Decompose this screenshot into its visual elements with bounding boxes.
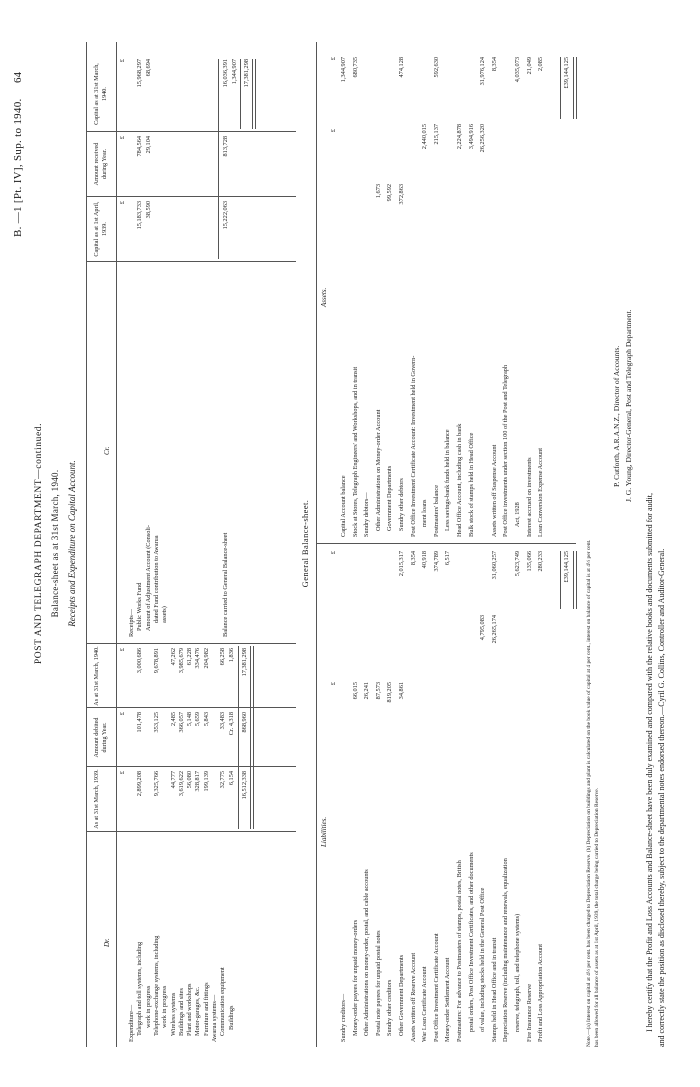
total-double-rule <box>252 59 256 129</box>
liability-label: reserve, telegraph, toll, and telephone systems) <box>514 913 521 1032</box>
col-rule <box>86 707 296 708</box>
dr-row-label: Plant and workshops <box>186 983 194 1036</box>
liability-col-a: 34,861 <box>398 682 405 700</box>
asset-label: Sundry debtors— <box>363 492 371 537</box>
dr-row-c3: 3,000,686 <box>136 648 144 674</box>
dr-row-label: Buildings <box>227 1005 235 1030</box>
dr-row-c1: 199,139 <box>202 771 210 792</box>
subtotal-rule <box>218 59 219 259</box>
pound-sign: £ <box>119 136 126 140</box>
dr-row-c1: 32,775 <box>219 771 227 789</box>
dr-row-label: Expenditure— <box>128 1004 135 1042</box>
subtotal-rule <box>238 646 239 829</box>
asset-label: Loan Conversion Expense Account <box>537 447 545 537</box>
liability-label: Profit and Loss Appropriation Account <box>537 944 545 1042</box>
total-double-rule <box>250 646 254 829</box>
dr-row-label: Furniture and fittings <box>202 982 210 1036</box>
asset-col-c: 21,049 <box>525 57 533 75</box>
dr-row-c1: 44,777 <box>169 771 177 789</box>
pound-sign: £ <box>119 648 126 652</box>
dr-row-c2: 33,483 <box>219 712 227 730</box>
cr-label: Cr. <box>103 446 111 455</box>
liability-col-b: 4,795,083 <box>479 615 487 641</box>
asset-col-b: 26,256,320 <box>479 124 487 153</box>
header-rule <box>116 42 117 1047</box>
table-top-rule <box>86 42 87 1047</box>
dr-row-c1: 328,817 <box>194 771 202 792</box>
cr-balance-c6: 16,036,391 <box>222 59 229 88</box>
subtotal-rule <box>240 59 241 129</box>
dr-row-c2: 5,148 <box>186 712 194 727</box>
signature-director-accounts: P. Cutforth, A.R.A.N.Z., Director of Accounts. <box>612 345 621 487</box>
asset-col-c: 592,630 <box>432 57 440 78</box>
liability-label: Sundry other creditors <box>386 979 394 1036</box>
dr-total-c1: 16,512,338 <box>241 771 248 800</box>
cr-row-label: assets) <box>161 606 169 623</box>
liability-col-c: 5,623,749 <box>514 551 521 577</box>
dr-row-label: Awarua systems— <box>211 994 218 1042</box>
asset-label: Post Office investments under section 100 of the Post and Telegraph <box>502 364 510 537</box>
col-head-5: Amount received during Year. <box>93 142 108 186</box>
dr-row-label: Communication equipment <box>219 967 227 1036</box>
asset-label: Less savings-bank funds held in balance <box>444 429 452 531</box>
asset-col-a: 1,673 <box>374 184 382 199</box>
dr-row-c1: 9,325,766 <box>152 771 160 797</box>
cr-row-c6: 15,968,297 <box>136 59 144 88</box>
liability-label: Money-order Settlement Account <box>444 957 452 1042</box>
title-department: POST AND TELEGRAPH DEPARTMENT—continued. <box>34 422 44 665</box>
dr-row-c1: 3,619,622 <box>177 771 185 797</box>
pound-sign: £ <box>119 771 126 775</box>
asset-col-c: 4,035,073 <box>514 57 521 83</box>
dr-row-label: work in progress <box>161 985 169 1028</box>
asset-label: Interest accrued on investments <box>525 457 533 537</box>
asset-col-c: 474,128 <box>398 57 405 78</box>
dr-row-c3: 204,982 <box>202 648 210 669</box>
asset-label: Capital Account balance <box>340 475 347 537</box>
asset-label: Assets written off Suspense Account <box>490 444 498 537</box>
liability-label: Fire Insurance Reserve <box>525 983 533 1042</box>
dr-row-label: work in progress <box>144 985 152 1028</box>
dr-total-c2: 868,960 <box>241 712 248 733</box>
assets-label: Assets. <box>320 287 328 307</box>
asset-col-b: 3,494,916 <box>467 124 475 150</box>
cr-row-c6: 68,694 <box>144 59 152 77</box>
liability-label: Other Government Departments <box>398 954 405 1036</box>
cr-balance-c5: 813,728 <box>222 136 229 157</box>
dr-row-c3: 334,476 <box>194 648 202 669</box>
liability-col-a: 819,205 <box>386 682 394 703</box>
pound-sign: £ <box>119 712 126 716</box>
asset-col-c: 680,735 <box>351 57 359 78</box>
cr-row-label: dated Fund contribution to Awarua <box>152 535 160 623</box>
audit-certificate-line-2: and correctly state the position as disclosed thereby, subject to the departmental notes endorsed thereon.—Cyril G. Collins, Controller and Auditor-General. <box>657 548 666 1047</box>
col-rule <box>86 261 296 262</box>
cr-row-label: Amount of Adjustment Account (Consoli- <box>144 525 152 631</box>
page-number: 64 <box>12 72 24 83</box>
col-head-3: As at 31st March, 1940. <box>93 646 100 706</box>
asset-col-c: 2,085 <box>537 57 545 72</box>
asset-col-c: 8,354 <box>490 57 498 72</box>
liability-col-a: 87,573 <box>374 682 382 700</box>
liability-label: Other Administrations on money-order, postal, and cable accounts <box>363 869 371 1036</box>
liability-col-b: 26,265,174 <box>490 615 498 644</box>
total-double-rule <box>573 57 577 119</box>
cr-balance-label: Balance carried to General Balance-sheet <box>222 532 229 637</box>
dr-row-c2: 353,125 <box>152 712 160 733</box>
dr-row-c3: 66,258 <box>219 648 227 666</box>
liability-label: Postmasters: For advance to Postmasters of stamps, postal notes, British <box>456 860 463 1042</box>
liability-label: Money-order payees for unpaid money-orders <box>351 919 359 1036</box>
liability-col-c: 2,015,317 <box>398 551 405 577</box>
dr-row-label: Motor-garages, &c. <box>194 986 202 1036</box>
note-line-1: Note.—(a) Interest on capital at 4½ per cent. has been charged to Depreciation Reserve. (b) Depreciation on buildings and plant is calculated on the book value of capital at 4 per cent., interest on balance of capital is at 4½ per cent. <box>586 539 592 1047</box>
cr-row-label: Receipts— <box>128 609 135 637</box>
liability-label: Stamps held in Head Office and in transit <box>490 937 498 1042</box>
liability-col-a: 26,241 <box>363 682 371 700</box>
dr-row-label: Buildings and sites <box>177 988 185 1036</box>
dr-row-c1: 2,899,208 <box>136 771 144 797</box>
liabilities-label: Liabilities. <box>320 816 328 847</box>
gbs-title: General Balance-sheet. <box>300 499 310 588</box>
liability-col-c: 374,789 <box>432 551 440 572</box>
pound-sign: £ <box>119 59 126 63</box>
dr-row-c2: 366,057 <box>177 712 185 733</box>
asset-label: Bulk stock of stamps held in Head Office <box>467 432 475 537</box>
dr-row-label: Wireless systems <box>169 992 177 1036</box>
col-head-4: Capital as at 1st April, 1939. <box>93 201 108 257</box>
asset-col-b: 2,440,015 <box>421 124 429 150</box>
col-head-6: Capital as at 31st March, 1940. <box>93 63 108 125</box>
asset-col-c: 31,976,124 <box>479 57 487 86</box>
pound-sign: £ <box>330 682 337 686</box>
asset-col-b: 215,137 <box>432 124 440 145</box>
dr-row-c2: 101,478 <box>136 712 144 733</box>
liability-col-c: 31,060,257 <box>490 551 498 580</box>
liabilities-total: £39,144,125 <box>563 551 570 583</box>
liability-col-c: 135,066 <box>525 551 533 572</box>
pound-sign: £ <box>330 129 337 133</box>
liability-col-c: 40,918 <box>421 551 429 569</box>
liability-col-a: 66,015 <box>351 682 359 700</box>
cr-balance-c6b: 1,344,907 <box>231 59 238 85</box>
asset-label: ment loans <box>421 499 429 527</box>
cr-row-c4: 15,183,733 <box>136 201 144 230</box>
liability-col-c: 8,354 <box>409 551 417 566</box>
liability-label: Depreciation Reserve (including maintenance and renewals, equalization <box>502 858 510 1042</box>
pound-sign: £ <box>330 57 337 61</box>
liability-col-c: 6,517 <box>444 551 452 566</box>
asset-label: Head Office Account, including cash in bank <box>456 423 463 537</box>
cr-row-c4: 38,590 <box>144 201 152 219</box>
liability-label: Sundry creditors— <box>340 993 347 1042</box>
cr-total: 17,381,298 <box>243 59 250 88</box>
cr-row-label: Public Works Fund <box>136 582 144 631</box>
audit-certificate-line-1: I hereby certify that the Profit and Loss Accounts and Balance-sheet have been duly examined and compared with the relative books and documents submitted for audit, <box>645 493 654 1032</box>
liability-label: Post Office Investment Certificate Account <box>432 933 440 1042</box>
dr-row-c2: 5,659 <box>194 712 202 727</box>
liability-col-c: 280,233 <box>537 551 545 572</box>
dr-row-label: Telephone-exchange systems, including <box>152 935 160 1036</box>
title-capital-account: Receipts and Expenditure on Capital Account. <box>67 460 77 627</box>
pound-sign: £ <box>119 201 126 205</box>
asset-label: Postmasters' balance <box>432 484 440 537</box>
col-rule <box>86 131 296 132</box>
dr-row-c3: 47,262 <box>169 648 177 666</box>
asset-label: Sundry other debtors <box>398 478 405 531</box>
col-rule <box>86 766 296 767</box>
col-rule <box>86 643 296 644</box>
col-head-1: As at 31st March, 1939. <box>93 769 100 829</box>
gbs-top-rule <box>316 42 317 1047</box>
liability-label: War Loan Certificate Account <box>421 966 429 1042</box>
dr-row-c3: 3,985,679 <box>177 648 185 674</box>
dr-row-c2: 2,485 <box>169 712 177 727</box>
cr-row-c5: 784,564 <box>136 136 144 157</box>
dr-total-c3: 17,381,298 <box>241 648 248 677</box>
dr-row-c2: Cr. 4,318 <box>227 712 235 736</box>
asset-label: Act, 1928 <box>514 502 521 527</box>
asset-label: Other Administrations on Money-order Account <box>374 409 382 531</box>
asset-col-b: 2,224,878 <box>456 124 463 150</box>
dr-row-label: Telegraph and toll systems, including <box>136 941 144 1036</box>
cr-balance-c4: 15,222,063 <box>222 201 229 230</box>
note-line-2: has been allowed for all balance of assets as at 1st April, 1939, the total charge being carried to Depreciation Reserve. <box>594 787 600 1047</box>
cr-row-c5: 29,104 <box>144 136 152 154</box>
pound-sign: £ <box>330 551 337 555</box>
dr-row-c2: 5,843 <box>202 712 210 727</box>
liability-label: Postal note payees for unpaid postal notes <box>374 930 382 1036</box>
dr-row-c1: 56,080 <box>186 771 194 789</box>
asset-label: Government Departments <box>386 465 394 531</box>
asset-col-a: 372,863 <box>398 184 405 205</box>
total-rule <box>560 551 561 609</box>
liability-label: Assets written off Reserve Account <box>409 952 417 1042</box>
asset-label: Post Office Investment Certificate Account: Investment held in Govern- <box>409 355 417 537</box>
dr-row-c1: 6,154 <box>227 771 235 786</box>
asset-col-a: 99,592 <box>386 184 394 202</box>
asset-label: Stock at Stores, Telegraph Engineers' and Workshops, and in transit <box>351 366 359 537</box>
gbs-center-rule <box>316 543 576 544</box>
asset-col-c: 1,344,907 <box>340 57 347 83</box>
dr-row-c3: 61,228 <box>186 648 194 666</box>
col-head-2: Amount debited during Year. <box>93 717 108 758</box>
col-rule <box>86 196 296 197</box>
dr-row-c3: 9,678,891 <box>152 648 160 674</box>
liability-label: postal orders, Post Office Investment Certificates, and other documents <box>467 852 475 1032</box>
page-reference: B. —1 [Pt. IV], Sup. to 1940. <box>12 98 24 237</box>
assets-total: £39,144,125 <box>563 57 570 89</box>
dr-row-c3: 1,836 <box>227 648 235 663</box>
liability-label: of value, including stocks held in the General Post Office <box>479 887 487 1032</box>
col-rule <box>86 831 296 832</box>
signature-director-general: J. G. Young, Director-General, Post and Telegraph Department. <box>624 309 633 502</box>
total-rule <box>560 57 561 119</box>
dr-label: Dr. <box>103 938 111 947</box>
title-balance-sheet: Balance-sheet as at 31st March, 1940. <box>50 469 60 618</box>
total-double-rule <box>573 551 577 609</box>
